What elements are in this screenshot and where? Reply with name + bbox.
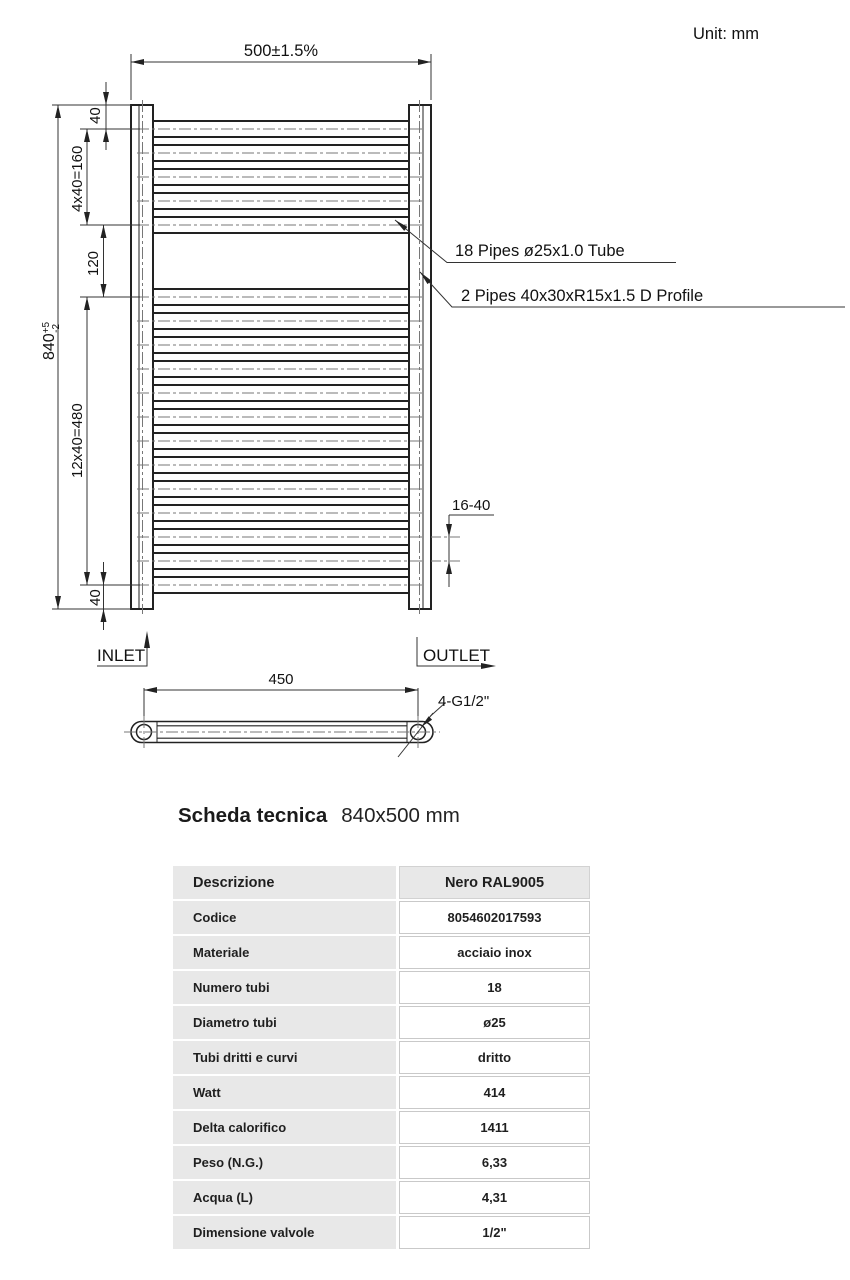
pipe — [137, 553, 425, 569]
table-row — [173, 1006, 590, 1039]
table-cell-value: 1/2" — [399, 1216, 590, 1249]
pipe — [137, 505, 425, 521]
table-header-row — [173, 866, 590, 899]
table-cell-value: 1411 — [399, 1111, 590, 1144]
table-cell-label: Materiale — [173, 936, 396, 969]
table-cell-label: Dimensione valvole — [173, 1216, 396, 1249]
table-row — [173, 1146, 590, 1179]
table-row — [173, 1111, 590, 1144]
pipe — [137, 313, 425, 329]
pipe — [137, 529, 425, 545]
table-row — [173, 1041, 590, 1074]
dim-width-label: 500±1.5% — [243, 42, 319, 60]
table-cell-label: Watt — [173, 1076, 396, 1109]
table-cell-label: Codice — [173, 901, 396, 934]
dim-height-label: $840^{+5}-2$ — [41, 321, 62, 360]
pipe — [137, 121, 425, 137]
table-row — [173, 1076, 590, 1109]
table-cell-value: 6,33 — [399, 1146, 590, 1179]
pipe — [137, 457, 425, 473]
table-cell-label: Descrizione — [173, 866, 396, 899]
pipe — [137, 385, 425, 401]
pipe — [137, 289, 425, 305]
pipe — [137, 361, 425, 377]
table-cell-value: 8054602017593 — [399, 901, 590, 934]
table-cell-value: dritto — [399, 1041, 590, 1074]
side-rails — [131, 105, 431, 609]
callout-pipes-label: 18 Pipes ø25x1.0 Tube — [455, 242, 625, 260]
dim-bottom-group-label: 12x40=480 — [69, 403, 86, 478]
table-cell-value: 18 — [399, 971, 590, 1004]
table-row — [173, 936, 590, 969]
inlet-label: INLET — [97, 646, 146, 665]
table-cell-value: acciaio inox — [399, 936, 590, 969]
pipe — [137, 217, 425, 233]
extension-lines — [52, 54, 431, 719]
table-cell-value: ø25 — [399, 1006, 590, 1039]
pipe — [137, 145, 425, 161]
table-cell-label: Numero tubi — [173, 971, 396, 1004]
spec-table — [173, 866, 590, 1251]
table-cell-label: Peso (N.G.) — [173, 1146, 396, 1179]
pipe — [137, 433, 425, 449]
dim-valve-span-label: 450 — [268, 671, 294, 688]
pipe — [137, 193, 425, 209]
pipe — [137, 481, 425, 497]
table-row — [173, 1181, 590, 1214]
dim-top-group-label: 4x40=160 — [69, 145, 86, 212]
table-cell-label: Tubi dritti e curvi — [173, 1041, 396, 1074]
table-cell-label: Acqua (L) — [173, 1181, 396, 1214]
table-cell-value: 4,31 — [399, 1181, 590, 1214]
table-cell-value: Nero RAL9005 — [399, 866, 590, 899]
outlet-label: OUTLET — [423, 646, 491, 665]
pipe — [137, 577, 425, 593]
pipe — [137, 337, 425, 353]
table-row — [173, 901, 590, 934]
pipe — [137, 409, 425, 425]
connections-label: 4-G1/2" — [438, 693, 490, 710]
pipe-gap-extensions — [431, 537, 463, 561]
section-title-size: 840x500 mm — [341, 804, 460, 827]
pipes — [137, 121, 425, 593]
callout-profile-label: 2 Pipes 40x30xR15x1.5 D Profile — [461, 287, 704, 305]
bottom-view — [124, 703, 445, 757]
table-row — [173, 971, 590, 1004]
dim-pipe-gap-label: 16-40 — [452, 497, 491, 514]
dim-bottom-offset-label: 40 — [87, 589, 104, 606]
dim-middle-gap-label: 120 — [85, 250, 102, 276]
table-cell-value: 414 — [399, 1076, 590, 1109]
dim-top-offset-label: 40 — [87, 107, 104, 124]
table-row — [173, 1216, 590, 1249]
section-title — [178, 804, 460, 828]
section-title-main: Scheda tecnica — [178, 804, 328, 827]
unit-note: Unit: mm — [693, 25, 759, 43]
table-cell-label: Diametro tubi — [173, 1006, 396, 1039]
table-cell-label: Delta calorifico — [173, 1111, 396, 1144]
pipe — [137, 169, 425, 185]
